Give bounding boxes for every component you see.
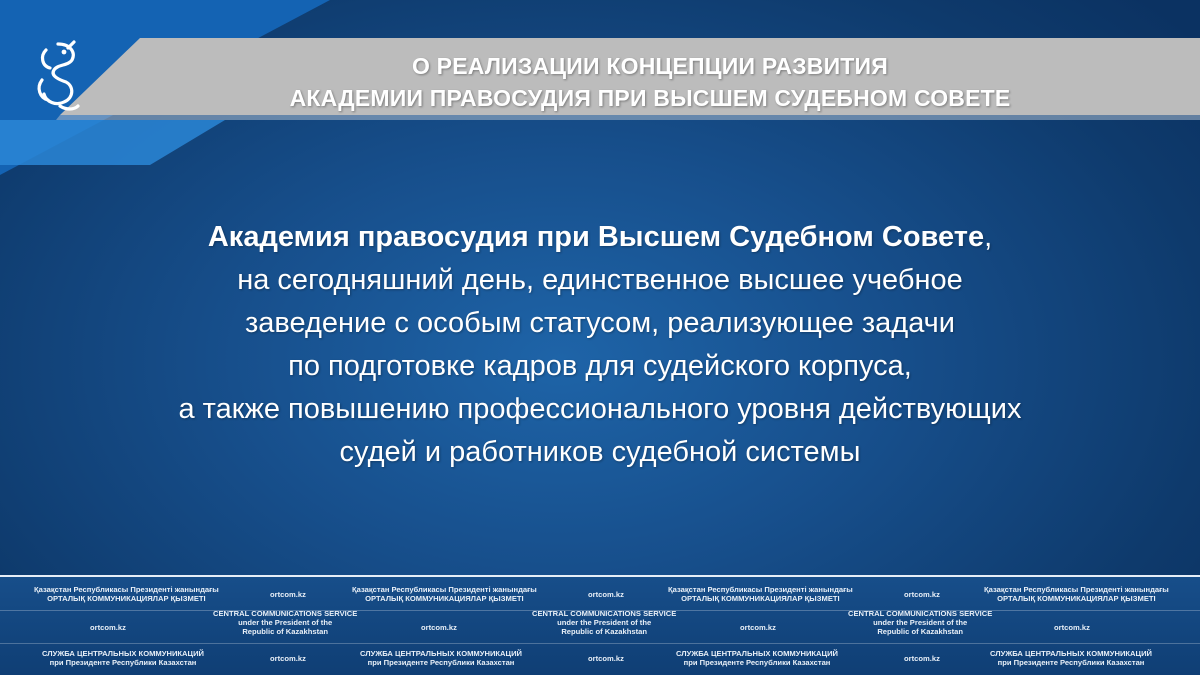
page-title-line-2: АКАДЕМИИ ПРАВОСУДИЯ ПРИ ВЫСШЕМ СУДЕБНОМ СОВЕТЕ <box>289 85 1011 111</box>
footer-en-label: CENTRAL COMMUNICATIONS SERVICE under the President of the Republic of Kazakhstan <box>848 609 993 636</box>
main-statement <box>60 216 1140 474</box>
footer-ru-label: СЛУЖБА ЦЕНТРАЛЬНЫХ КОММУНИКАЦИЙ при Президенте Республики Казахстан <box>676 649 839 667</box>
snow-leopard-emblem-icon <box>30 36 86 120</box>
footer-kz-label: Қазақстан Республикасы Президенті жанындағы ОРТАЛЫҚ КОММУНИКАЦИЯЛАР ҚЫЗМЕТІ <box>352 585 537 603</box>
footer-site: ortcom.kz <box>270 590 306 599</box>
footer-en-label: CENTRAL COMMUNICATIONS SERVICE under the President of the Republic of Kazakhstan <box>532 609 677 636</box>
footer-en-label: CENTRAL COMMUNICATIONS SERVICE under the President of the Republic of Kazakhstan <box>213 609 358 636</box>
footer-site: ortcom.kz <box>904 654 940 663</box>
page-title <box>150 50 1150 114</box>
footer-site: ortcom.kz <box>90 623 126 632</box>
footer-site: ortcom.kz <box>270 654 306 663</box>
statement-line-1: Академия правосудия при Высшем Судебном Совете, <box>207 221 993 253</box>
footer-kz-label: Қазақстан Республикасы Президенті жанындағы ОРТАЛЫҚ КОММУНИКАЦИЯЛАР ҚЫЗМЕТІ <box>34 585 219 603</box>
footer-kz-label: Қазақстан Республикасы Президенті жанындағы ОРТАЛЫҚ КОММУНИКАЦИЯЛАР ҚЫЗМЕТІ <box>668 585 853 603</box>
footer-watermark-strip <box>0 575 1200 675</box>
footer-site: ortcom.kz <box>904 590 940 599</box>
academy-name: Академия правосудия при Высшем Судебном Совете <box>207 221 985 253</box>
footer-ru-label: СЛУЖБА ЦЕНТРАЛЬНЫХ КОММУНИКАЦИЙ при Президенте Республики Казахстан <box>360 649 523 667</box>
statement-line-6: судей и работников судебной системы <box>339 436 861 468</box>
statement-line-5: а также повышению профессионального уровня действующих <box>178 393 1022 425</box>
footer-site: ortcom.kz <box>588 654 624 663</box>
footer-kz-label: Қазақстан Республикасы Президенті жанындағы ОРТАЛЫҚ КОММУНИКАЦИЯЛАР ҚЫЗМЕТІ <box>984 585 1169 603</box>
statement-line-2: на сегодняшний день, единственное высшее учебное <box>237 264 963 296</box>
footer-site: ortcom.kz <box>740 623 776 632</box>
footer-ru-label: СЛУЖБА ЦЕНТРАЛЬНЫХ КОММУНИКАЦИЙ при Президенте Республики Казахстан <box>990 649 1153 667</box>
deco-triangle-accent <box>0 120 225 165</box>
statement-line-4: по подготовке кадров для судейского корпуса, <box>288 350 912 382</box>
footer-site: ortcom.kz <box>421 623 457 632</box>
footer-site: ortcom.kz <box>1054 623 1090 632</box>
statement-line-3: заведение с особым статусом, реализующее задачи <box>245 307 955 339</box>
footer-site: ortcom.kz <box>588 590 624 599</box>
footer-ru-label: СЛУЖБА ЦЕНТРАЛЬНЫХ КОММУНИКАЦИЙ при Президенте Республики Казахстан <box>42 649 205 667</box>
page-title-line-1: О РЕАЛИЗАЦИИ КОНЦЕПЦИИ РАЗВИТИЯ <box>411 53 889 79</box>
